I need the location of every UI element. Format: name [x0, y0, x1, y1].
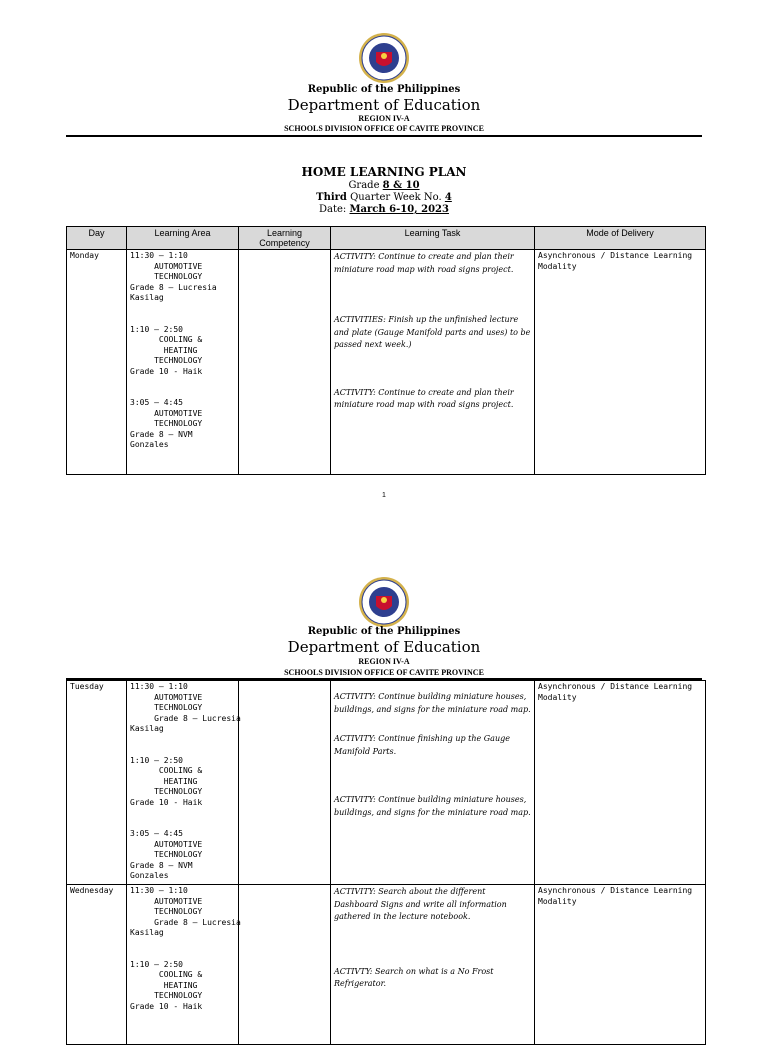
schedule-slot: 3:05 – 4:45 AUTOMOTIVE TECHNOLOGY Grade 8 – NVM Gonzales — [130, 829, 203, 880]
division-text: SCHOOLS DIVISION OFFICE OF CAVITE PROVINCE — [284, 124, 484, 133]
quarter-label: Quarter Week No. — [346, 192, 445, 203]
header-day: Day — [67, 227, 127, 250]
department-title: Department of Education — [287, 638, 481, 656]
day-cell: Monday — [67, 250, 127, 475]
learning-task-cell — [331, 885, 535, 1045]
task-text: ACTIVITIES: Finish up the unfinished lecture and plate (Gauge Manifold parts and uses) to be passed next week.) — [334, 315, 531, 349]
task-text: ACTIVITY: Continue building miniature houses, buildings, and signs for the miniature road map. — [334, 795, 531, 817]
schedule-slot: 1:10 – 2:50 COOLING & HEATING TECHNOLOGY Grade 10 - Haik — [130, 755, 203, 807]
task-text: ACTIVTY: Search on what is a No Frost Refrigerator. — [334, 966, 494, 988]
deped-seal-icon — [358, 32, 410, 84]
republic-text: Republic of the Philippines — [307, 84, 461, 95]
learning-area-cell — [127, 885, 239, 1045]
schedule-slot: 11:30 – 1:10 AUTOMOTIVE TECHNOLOGY Grade 8 – Lucresia Kasilag — [130, 886, 241, 937]
task-text: ACTIVITY: Continue to create and plan their miniature road map with road signs project. — [334, 252, 514, 274]
learning-competency-cell — [239, 250, 331, 475]
document-page-2 — [0, 572, 768, 1024]
quarter-line — [66, 192, 702, 204]
header-learning-area: Learning Area — [127, 227, 239, 250]
task-text: ACTIVITY: Continue building miniature houses, buildings, and signs for the miniature road map. — [334, 692, 531, 714]
quarter-value: Third — [316, 192, 347, 203]
schedule-slot: 3:05 – 4:45 AUTOMOTIVE TECHNOLOGY Grade 8 – NVM Gonzales — [130, 398, 203, 449]
schedule-slot: 1:10 – 2:50 COOLING & HEATING TECHNOLOGY Grade 10 - Haik — [130, 324, 203, 376]
division-text: SCHOOLS DIVISION OFFICE OF CAVITE PROVINCE — [284, 668, 484, 677]
task-text: ACTIVITY: Continue finishing up the Gauge Manifold Parts. — [334, 734, 510, 756]
grade-value: 8 & 10 — [382, 180, 420, 191]
schedule-slot: 11:30 – 1:10 AUTOMOTIVE TECHNOLOGY Grade 8 – Lucresia Kasilag — [130, 251, 217, 302]
date-line — [66, 204, 702, 216]
table-row-tuesday — [67, 681, 706, 885]
learning-area-cell — [127, 250, 239, 475]
header-rule — [66, 135, 702, 137]
learning-competency-cell — [239, 885, 331, 1045]
mode-of-delivery-cell: Asynchronous / Distance Learning Modality — [535, 885, 706, 1045]
region-text: REGION IV-A — [358, 114, 410, 123]
week-value: 4 — [444, 192, 452, 203]
page-number: 1 — [382, 492, 386, 499]
plan-title: HOME LEARNING PLAN — [301, 165, 467, 179]
day-cell: Wednesday — [67, 885, 127, 1045]
learning-plan-table-page-2 — [66, 680, 706, 1045]
schedule-slot: 1:10 – 2:50 COOLING & HEATING TECHNOLOGY Grade 10 - Haik — [130, 959, 203, 1011]
republic-text: Republic of the Philippines — [307, 626, 461, 637]
deped-seal-icon — [358, 576, 410, 628]
header-mode-of-delivery: Mode of Delivery — [535, 227, 706, 250]
learning-plan-table-page-1 — [66, 226, 706, 475]
page-gap — [0, 530, 768, 572]
grade-label: Grade — [348, 180, 383, 191]
date-label: Date: — [319, 204, 350, 215]
learning-task-cell — [331, 681, 535, 885]
header-learning-competency: Learning Competency — [239, 227, 331, 250]
date-value: March 6-10, 2023 — [349, 204, 449, 215]
table-row-monday — [67, 250, 706, 475]
header-learning-task: Learning Task — [331, 227, 535, 250]
learning-area-cell — [127, 681, 239, 885]
mode-of-delivery-cell: Asynchronous / Distance Learning Modality — [535, 250, 706, 475]
learning-task-cell — [331, 250, 535, 475]
day-cell: Tuesday — [67, 681, 127, 885]
mode-of-delivery-cell: Asynchronous / Distance Learning Modality — [535, 681, 706, 885]
grade-line — [66, 180, 702, 192]
department-title: Department of Education — [287, 96, 481, 114]
schedule-slot: 11:30 – 1:10 AUTOMOTIVE TECHNOLOGY Grade 8 – Lucresia Kasilag — [130, 682, 241, 733]
task-text: ACTIVITY: Search about the different Dashboard Signs and write all information gathered in the lecture notebook. — [334, 887, 507, 921]
learning-competency-cell — [239, 681, 331, 885]
region-text: REGION IV-A — [358, 657, 410, 666]
task-text: ACTIVITY: Continue to create and plan their miniature road map with road signs project. — [334, 387, 514, 409]
table-row-wednesday — [67, 885, 706, 1045]
